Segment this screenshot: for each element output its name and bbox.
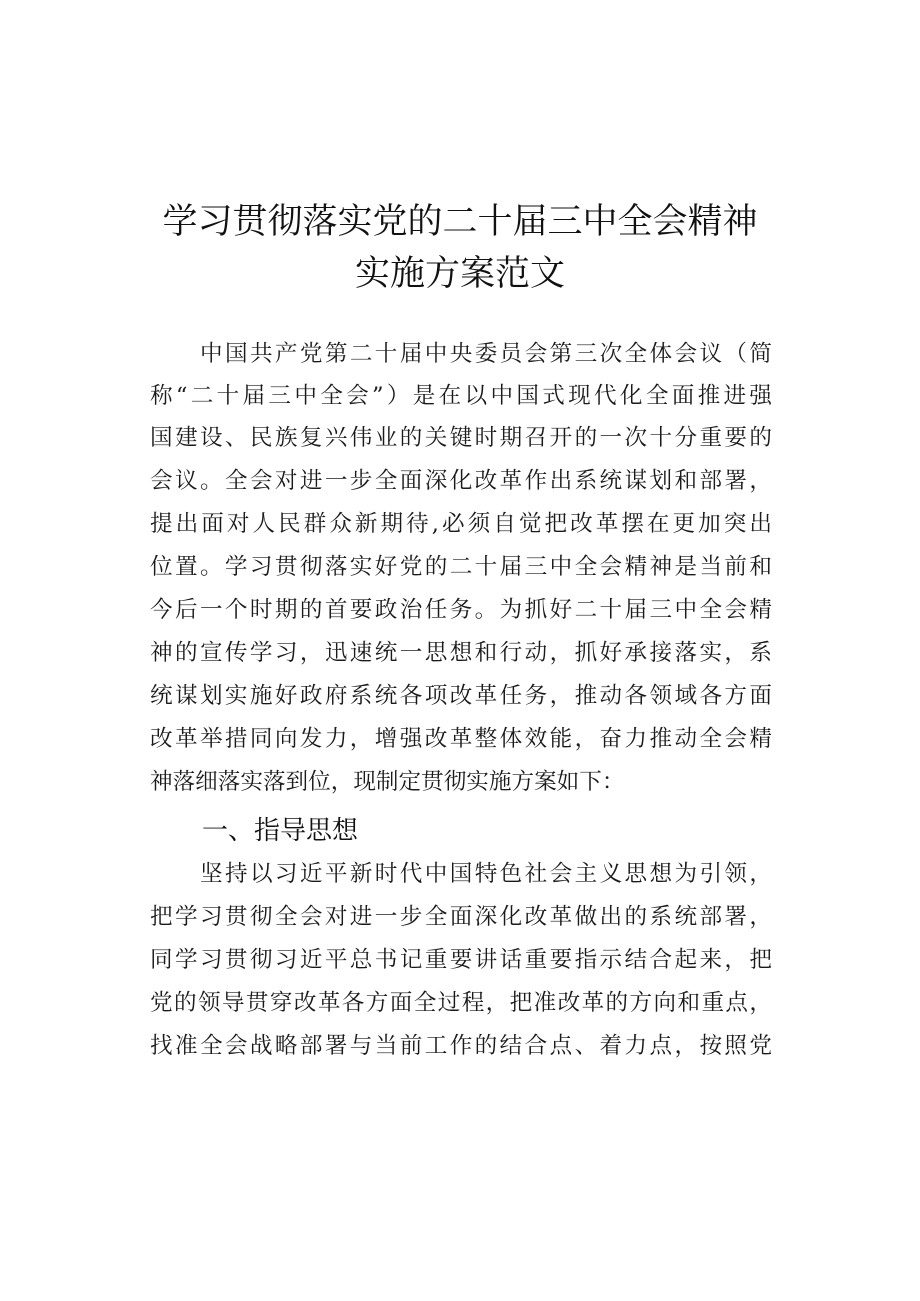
document-title-line-2: 实施方案范文: [354, 254, 565, 294]
paragraph-line: 同学习贯彻习近平总书记重要讲话重要指示结合起来，把: [150, 947, 772, 973]
paragraph-line: 统谋划实施好政府系统各项改革任务，推动各领域各方面: [150, 683, 772, 709]
paragraph-line: 称“二十届三中全会”）是在以中国式现代化全面推进强: [150, 383, 772, 409]
paragraph-line: 坚持以习近平新时代中国特色社会主义思想为引领，: [200, 861, 772, 887]
paragraph-line: 改革举措同向发力，增强改革整体效能，奋力推动全会精: [150, 726, 772, 752]
section-heading-guiding-ideology: 一、指导思想: [202, 816, 359, 846]
paragraph-line: 把学习贯彻全会对进一步全面深化改革做出的系统部署，: [150, 904, 772, 930]
paragraph-line: 国建设、民族复兴伟业的关键时期召开的一次十分重要的: [150, 425, 772, 451]
document-title-line-1: 学习贯彻落实党的二十届三中全会精神: [162, 202, 758, 242]
paragraph-line: 位置。学习贯彻落实好党的二十届三中全会精神是当前和: [150, 554, 772, 580]
paragraph-line: 神落细落实落到位，现制定贯彻实施方案如下：: [150, 769, 625, 795]
paragraph-line: 党的领导贯穿改革各方面全过程，把准改革的方向和重点，: [150, 990, 772, 1016]
paragraph-line: 神的宣传学习，迅速统一思想和行动，抓好承接落实，系: [150, 640, 772, 666]
paragraph-line: 会议。全会对进一步全面深化改革作出系统谋划和部署，: [150, 468, 772, 494]
paragraph-line: 今后一个时期的首要政治任务。为抓好二十届三中全会精: [150, 597, 772, 623]
paragraph-line: 找准全会战略部署与当前工作的结合点、着力点，按照党: [150, 1033, 772, 1059]
paragraph-line: 中国共产党第二十届中央委员会第三次全体会议（简: [200, 341, 772, 367]
paragraph-line: 提出面对人民群众新期待,必须自觉把改革摆在更加突出: [150, 511, 772, 537]
